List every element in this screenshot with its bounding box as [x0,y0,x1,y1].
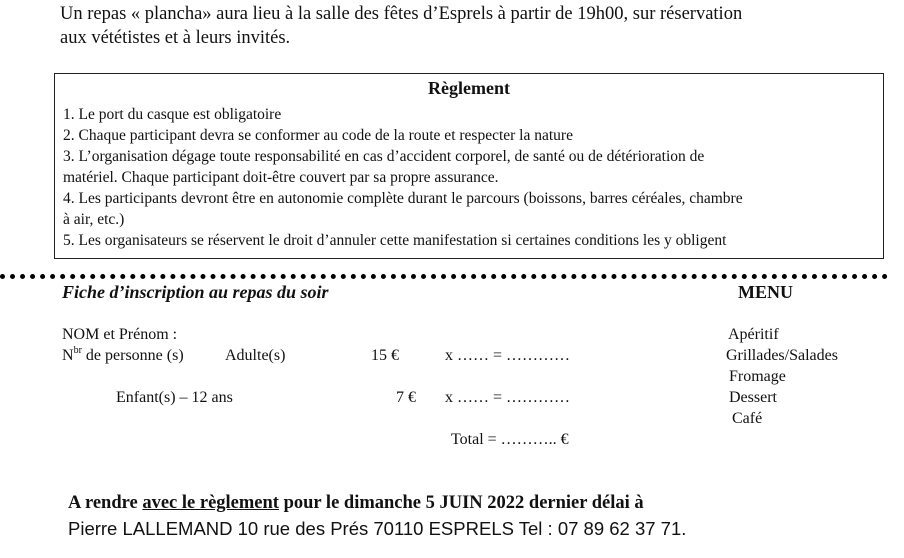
nom-label: NOM et Prénom : [62,326,178,343]
menu-item: Dessert [729,389,777,406]
total-line: Total = ……….. € [451,431,569,448]
adulte-calc: x …… = ………… [445,347,571,364]
intro-line: Un repas « plancha» aura lieu à la salle des fêtes d’Esprels à partir de 19h00, sur réservation [60,4,743,24]
reglement-item: 4. Les participants devront être en autonomie complète durant le parcours (boissons, barres céréales, chambre [63,190,743,207]
menu-item: Apéritif [728,326,779,343]
intro-paragraph [60,2,880,50]
nbr-personnes-label [62,347,184,365]
adulte-label: Adulte(s) [225,347,286,364]
a-rendre-text: A rendre [68,493,143,513]
avec-reglement-text: avec le règlement [142,493,279,513]
nbr-prefix: N [62,347,74,364]
deadline-text: pour le dimanche 5 JUIN 2022 dernier délai à [278,493,644,513]
reglement-item: 3. L’organisation dégage toute responsabilité en cas d’accident corporel, de santé ou de détérioration de [63,148,705,165]
menu-title: MENU [738,282,793,302]
menu-item: Café [732,410,763,427]
enfant-calc: x …… = ………… [445,389,571,406]
reglement-item: matériel. Chaque participant doit-être couvert par sa propre assurance. [63,169,499,186]
nbr-sup: br [73,345,82,356]
reglement-item: 1. Le port du casque est obligatoire [63,106,282,123]
reglement-item: à air, etc.) [63,211,125,228]
cut-line-divider [0,274,888,279]
reglement-list [63,104,743,251]
reglement-item: 2. Chaque participant devra se conformer au code de la route et respecter la nature [63,127,573,144]
reglement-box [54,73,884,259]
return-instructions [68,493,644,514]
menu-item: Fromage [729,368,786,385]
fiche-title: Fiche d’inscription au repas du soir [62,282,329,302]
enfant-label: Enfant(s) – 12 ans [116,389,233,406]
adulte-price: 15 € [371,347,399,364]
reglement-item: 5. Les organisateurs se réservent le droit d’annuler cette manifestation si certaines conditions les y obligent [63,232,727,249]
menu-item: Grillades/Salades [726,347,838,364]
enfant-price: 7 € [396,389,416,406]
reglement-title: Règlement [428,78,510,98]
contact-address: Pierre LALLEMAND 10 rue des Prés 70110 ESPRELS Tel : 07 89 62 37 71. [68,518,687,539]
nbr-suffix: de personne (s) [81,347,184,364]
intro-line: aux vététistes et à leurs invités. [60,28,291,48]
